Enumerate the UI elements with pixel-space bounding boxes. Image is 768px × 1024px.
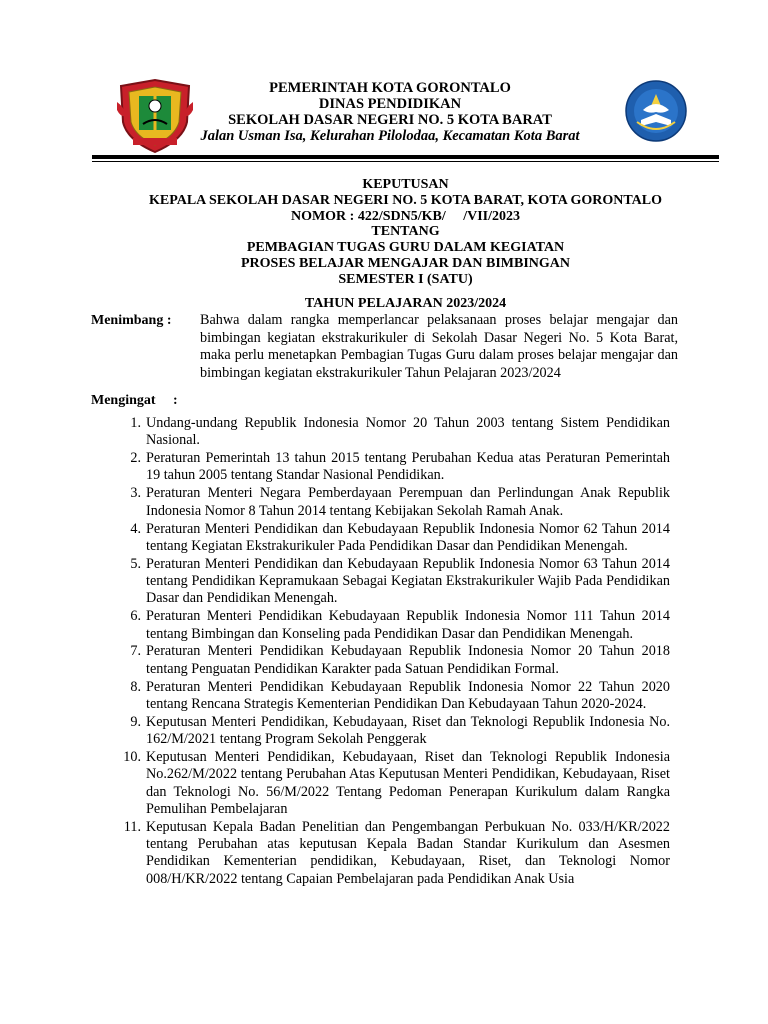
list-item-text: Peraturan Menteri Pendidikan dan Kebudayaan Republik Indonesia Nomor 63 Tahun 2014 tentang Pendidikan Kepramukaan Sebagai Kegiatan Ekstrakurikuler Wajib Pada Pendidikan Dasar dan Pendidikan Menengah. (146, 555, 670, 607)
list-item-text: Peraturan Menteri Negara Pemberdayaan Perempuan dan Perlindungan Anak Republik Indonesia Nomor 8 Tahun 2014 tentang Kebijakan Sekolah Ramah Anak. (146, 485, 670, 519)
menimbang-label: Menimbang : (91, 313, 172, 328)
list-item-number: 5. (130, 555, 141, 572)
list-item-number: 7. (130, 643, 141, 660)
list-item-text: Undang-undang Republik Indonesia Nomor 20 Tahun 2003 tentang Sistem Pendidikan Nasional. (146, 415, 670, 449)
title-subject-2: PROSES BELAJAR MENGAJAR DAN BIMBINGAN (240, 255, 571, 271)
menimbang-text: Bahwa dalam rangka memperlancar pelaksanaan proses belajar mengajar dan bimbingan kegiatan ekstrakurikuler di Sekolah Dasar Negeri No. 5 Kota Barat, maka perlu menetapkan Pembagian Tugas Guru dalam proses belajar mengajar dan bimbingan kegiatan ekstrakurikuler Tahun Pelajaran 2023/2024 (200, 312, 678, 381)
list-item (113, 608, 670, 643)
letterhead-address: Jalan Usman Isa, Kelurahan Pilolodaa, Kecamatan Kota Barat (200, 128, 580, 144)
list-item-number: 11. (123, 818, 141, 835)
decree-title (92, 177, 719, 311)
list-item-text: Peraturan Menteri Pendidikan Kebudayaan Republik Indonesia Nomor 22 Tahun 2020 tentang Rencana Strategis Kementerian Pendidikan Dan Kebudayaan Tahun 2020-2024. (146, 678, 670, 712)
list-item (113, 749, 670, 818)
list-item-text: Peraturan Menteri Pendidikan dan Kebudayaan Republik Indonesia Nomor 62 Tahun 2014 tentang Kegiatan Ekstrakurikuler Pada Pendidikan Dasar dan Pendidikan Menengah. (146, 520, 670, 554)
title-issuer: KEPALA SEKOLAH DASAR NEGERI NO. 5 KOTA BARAT, KOTA GORONTALO (148, 192, 663, 208)
title-number: NOMOR : 422/SDN5/KB/ /VII/2023 (290, 208, 521, 224)
list-item-text: Peraturan Menteri Pendidikan Kebudayaan Republik Indonesia Nomor 20 Tahun 2018 tentang Penguatan Pendidikan Karakter pada Satuan Pendidikan Formal. (146, 643, 670, 677)
list-item-text: Keputusan Menteri Pendidikan, Kebudayaan, Riset dan Teknologi Republik Indonesia No. 162/M/2021 tentang Program Sekolah Penggerak (146, 713, 670, 748)
list-item (113, 643, 670, 678)
list-item-number: 3. (130, 485, 141, 502)
title-keputusan: KEPUTUSAN (362, 177, 449, 192)
list-item (113, 819, 670, 888)
list-item-text: Keputusan Menteri Pendidikan, Kebudayaan, Riset dan Teknologi Republik Indonesia No.262/M/2022 tentang Perubahan Atas Keputusan Menteri Pendidikan, Kebudayaan, Riset dan Teknologi No. 56/M/2022 Tentang Pedoman Penerapan Kurikulum dalam Rangka Pemulihan Pembelajaran (146, 748, 670, 817)
list-item-text: Keputusan Kepala Badan Penelitian dan Pengembangan Perbukuan No. 033/H/KR/2022 tentang Perubahan atas keputusan Kepala Badan Standar Kurikulum dan Asesmen Pendidikan Kementerian pendidikan, Kebudayaan, Riset, dan Teknologi Nomor 008/H/KR/2022 tentang Capaian Pembelajaran pada Pendidikan Anak Usia (146, 818, 670, 887)
letterhead-divider-thick (92, 155, 719, 159)
letterhead-government: PEMERINTAH KOTA GORONTALO (269, 80, 511, 96)
list-item-number: 4. (130, 520, 141, 537)
list-item (113, 679, 670, 714)
list-item (113, 450, 670, 485)
list-item-number: 10. (123, 748, 141, 765)
list-item-number: 9. (130, 713, 141, 730)
title-subject-1: PEMBAGIAN TUGAS GURU DALAM KEGIATAN (246, 240, 565, 256)
list-item (113, 556, 670, 608)
list-item (113, 485, 670, 520)
title-tentang: TENTANG (371, 224, 440, 240)
tut-wuri-handayani-icon (623, 80, 689, 142)
letterhead (190, 80, 590, 145)
gorontalo-city-emblem-icon (117, 76, 193, 154)
letterhead-school: SEKOLAH DASAR NEGERI NO. 5 KOTA BARAT (228, 112, 552, 128)
list-item (113, 415, 670, 450)
list-item-number: 1. (130, 415, 141, 431)
list-item (113, 521, 670, 556)
list-item-number: 2. (130, 450, 141, 467)
letterhead-department: DINAS PENDIDIKAN (318, 96, 462, 112)
title-academic-year: TAHUN PELAJARAN 2023/2024 (304, 295, 507, 311)
title-semester: SEMESTER I (SATU) (338, 271, 473, 287)
list-item-text: Peraturan Menteri Pendidikan Kebudayaan Republik Indonesia Nomor 111 Tahun 2014 tentang Bimbingan dan Konseling pada Pendidikan Dasar dan Pendidikan Menengah. (146, 608, 670, 642)
mengingat-label: Mengingat : (91, 393, 178, 408)
list-item-number: 6. (130, 608, 141, 625)
letterhead-divider-thin (92, 161, 719, 162)
list-item (113, 714, 670, 749)
list-item-text: Peraturan Pemerintah 13 tahun 2015 tentang Perubahan Kedua atas Peraturan Pemerintah 19 tahun 2005 tentang Standar Nasional Pendidikan. (146, 450, 670, 484)
mengingat-list (113, 415, 670, 889)
list-item-number: 8. (130, 678, 141, 695)
